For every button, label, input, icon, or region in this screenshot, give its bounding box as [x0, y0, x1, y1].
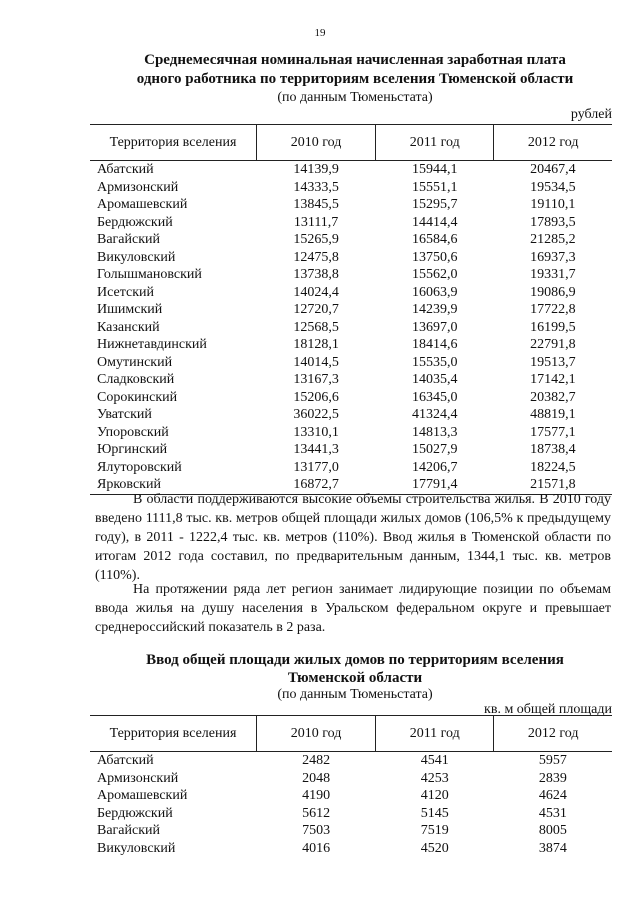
value-2011-cell: 13750,6 [411, 249, 458, 265]
table1-title-line2: одного работника по территориям вселения Тюменской области [136, 71, 574, 87]
territory-cell: Аромашевский [97, 788, 188, 803]
territory-cell: Армизонский [97, 179, 179, 195]
territory-cell: Сорокинский [97, 389, 178, 405]
value-2010-cell: 15206,6 [293, 389, 339, 405]
table2-title-line1: Ввод общей площади жилых домов по территориям вселения [146, 652, 564, 668]
value-2010-cell: 13111,7 [293, 214, 339, 230]
value-2011-cell: 14206,7 [411, 459, 458, 475]
value-2012-cell: 17142,1 [530, 372, 576, 387]
territory-cell: Викуловский [97, 249, 176, 265]
header-2010: 2010 год [257, 716, 376, 752]
value-2012-cell: 20467,4 [530, 162, 576, 177]
territory-cell: Аромашевский [97, 197, 188, 212]
table-row [90, 371, 612, 389]
value-2010-cell: 13177,0 [293, 459, 339, 475]
value-2010-cell: 36022,5 [293, 407, 339, 422]
value-2012-cell: 18738,4 [530, 442, 576, 457]
value-2011-cell: 13697,0 [411, 319, 458, 335]
value-2010-cell: 16872,7 [257, 476, 376, 494]
value-2012-cell: 18224,5 [530, 459, 576, 475]
value-2011-cell: 15944,1 [411, 162, 458, 177]
value-2011-cell: 16584,6 [411, 232, 458, 247]
header-2012: 2012 год [494, 125, 612, 161]
table-row [90, 301, 612, 319]
table-row [90, 336, 612, 354]
table-row [90, 822, 612, 840]
value-2012-cell: 19513,7 [530, 354, 576, 370]
value-2012-cell: 19110,1 [530, 197, 576, 212]
value-2010-cell: 13845,5 [293, 197, 339, 212]
table2-unit: кв. м общей площади [484, 702, 612, 717]
value-2011-cell: 14813,3 [411, 424, 458, 440]
table-row [90, 284, 612, 302]
value-2011-cell: 15535,0 [411, 354, 458, 370]
value-2012-cell: 22791,8 [530, 337, 576, 352]
value-2010-cell: 2048 [302, 770, 331, 786]
territory-cell: Упоровский [97, 424, 169, 440]
territory-cell: Армизонский [97, 770, 179, 786]
territory-cell: Юргинский [97, 442, 168, 457]
table-row [90, 805, 612, 823]
table1-subtitle: (по данным Тюменьстата) [277, 90, 433, 105]
value-2011-cell: 16345,0 [411, 389, 458, 405]
value-2011-cell: 14414,4 [411, 214, 458, 230]
value-2010-cell: 14014,5 [293, 354, 339, 370]
header-2011: 2011 год [376, 125, 494, 161]
value-2011-cell: 41324,4 [411, 407, 458, 422]
table-row [90, 231, 612, 249]
value-2012-cell: 19086,9 [530, 284, 576, 300]
value-2012-cell: 17722,8 [530, 302, 576, 317]
table-row [90, 389, 612, 407]
value-2011-cell: 14239,9 [411, 302, 458, 317]
value-2010-cell: 15265,9 [293, 232, 339, 247]
territory-cell: Омутинский [97, 354, 173, 370]
table-row [90, 406, 612, 424]
territory-cell: Голышмановский [97, 267, 202, 282]
value-2012-cell: 8005 [538, 823, 567, 838]
header-territory: Территория вселения [90, 716, 257, 752]
territory-cell: Вагайский [97, 232, 160, 247]
table-row [90, 441, 612, 459]
value-2011-cell: 4541 [420, 753, 449, 768]
table-row [90, 354, 612, 372]
value-2011-cell: 14035,4 [411, 372, 458, 387]
table-row [90, 770, 612, 788]
territory-cell: Нижнетавдинский [97, 337, 207, 352]
header-territory: Территория вселения [90, 125, 257, 161]
header-2011: 2011 год [376, 716, 494, 752]
value-2012-cell: 4624 [538, 788, 567, 803]
value-2011-cell: 18414,6 [411, 337, 458, 352]
value-2010-cell: 12720,7 [293, 302, 339, 317]
value-2012-cell: 19331,7 [530, 267, 576, 282]
value-2010-cell: 7503 [302, 823, 331, 838]
territory-cell: Сладковский [97, 372, 175, 387]
territory-cell: Абатский [97, 753, 154, 768]
value-2010-cell: 13441,3 [293, 442, 339, 457]
value-2010-cell: 14024,4 [293, 284, 339, 300]
value-2012-cell: 21285,2 [530, 232, 576, 247]
territory-cell: Бердюжский [97, 214, 173, 230]
value-2010-cell: 12568,5 [293, 319, 339, 335]
table2-subtitle: (по данным Тюменьстата) [277, 687, 433, 702]
value-2011-cell: 7519 [420, 823, 449, 838]
page-number: 19 [314, 27, 326, 39]
table2-title-line2: Тюменской области [287, 670, 423, 686]
territory-cell: Абатский [97, 162, 154, 177]
housing-table [90, 715, 612, 857]
territory-cell: Вагайский [97, 823, 160, 838]
table-row [90, 752, 612, 770]
table-row [90, 196, 612, 214]
table-row [90, 179, 612, 197]
table-row [90, 319, 612, 337]
value-2011-cell: 4120 [420, 788, 449, 803]
value-2011-cell: 5145 [420, 805, 449, 821]
value-2010-cell: 18128,1 [293, 337, 339, 352]
value-2011-cell: 4253 [420, 770, 449, 786]
salary-table [90, 124, 612, 495]
value-2012-cell: 2839 [538, 770, 567, 786]
paragraph-regional-leadership: На протяжении ряда лет регион занимает лидирующие позиции по объемам ввода жилья на душу населения в Уральском федеральном округе и превышает среднероссийский показатель в 2 раза. [95, 582, 611, 635]
value-2012-cell: 48819,1 [530, 407, 576, 422]
value-2011-cell: 15295,7 [411, 197, 458, 212]
territory-cell: Ялуторовский [97, 459, 182, 475]
territory-cell: Уватский [97, 407, 152, 422]
paragraph-housing-volume: В области поддерживаются высокие объемы строительства жилья. В 2010 году введено 1111,8 тыс. кв. метров общей площади жилых домов (106,5% к предыдущему году), в 2011 - 1222,4 тыс. кв. метров (110%). Ввод жилья в Тюменской области по итогам 2012 года составил, по предварительным данным, 1344,1 тыс. кв. метров (110%). [95, 492, 611, 583]
table1-unit: рублей [570, 107, 612, 122]
table-row [90, 249, 612, 267]
value-2010-cell: 13310,1 [293, 424, 339, 440]
value-2012-cell: 19534,5 [530, 179, 576, 195]
value-2012-cell: 20382,7 [530, 389, 576, 405]
value-2012-cell: 4531 [538, 805, 567, 821]
value-2010-cell: 4016 [302, 840, 331, 856]
table-row [90, 840, 612, 858]
value-2012-cell: 3874 [538, 840, 567, 856]
territory-cell: Ярковский [90, 476, 257, 494]
value-2011-cell: 17791,4 [376, 476, 494, 494]
table-row [90, 161, 612, 179]
value-2010-cell: 13738,8 [293, 267, 339, 282]
value-2012-cell: 21571,8 [494, 476, 612, 494]
table-row [90, 214, 612, 232]
value-2011-cell: 15551,1 [411, 179, 458, 195]
territory-cell: Бердюжский [97, 805, 173, 821]
territory-cell: Исетский [97, 284, 154, 300]
value-2011-cell: 15027,9 [411, 442, 458, 457]
value-2010-cell: 5612 [302, 805, 331, 821]
table-row [90, 266, 612, 284]
value-2010-cell: 13167,3 [293, 372, 339, 387]
value-2010-cell: 12475,8 [293, 249, 339, 265]
value-2012-cell: 17893,5 [530, 214, 576, 230]
header-2010: 2010 год [257, 125, 376, 161]
territory-cell: Викуловский [97, 840, 176, 856]
table-row [90, 424, 612, 442]
value-2012-cell: 5957 [538, 753, 567, 768]
table1-title-line1: Среднемесячная номинальная начисленная заработная плата [144, 52, 566, 68]
value-2012-cell: 17577,1 [530, 424, 576, 440]
header-2012: 2012 год [494, 716, 612, 752]
value-2012-cell: 16199,5 [530, 319, 576, 335]
value-2012-cell: 16937,3 [530, 249, 576, 265]
territory-cell: Казанский [97, 319, 160, 335]
value-2010-cell: 4190 [302, 788, 331, 803]
value-2011-cell: 4520 [420, 840, 449, 856]
value-2011-cell: 15562,0 [411, 267, 458, 282]
value-2011-cell: 16063,9 [411, 284, 458, 300]
territory-cell: Ишимский [97, 302, 163, 317]
value-2010-cell: 2482 [302, 753, 331, 768]
value-2010-cell: 14139,9 [293, 162, 339, 177]
table-row [90, 787, 612, 805]
table-row [90, 459, 612, 477]
value-2010-cell: 14333,5 [293, 179, 339, 195]
